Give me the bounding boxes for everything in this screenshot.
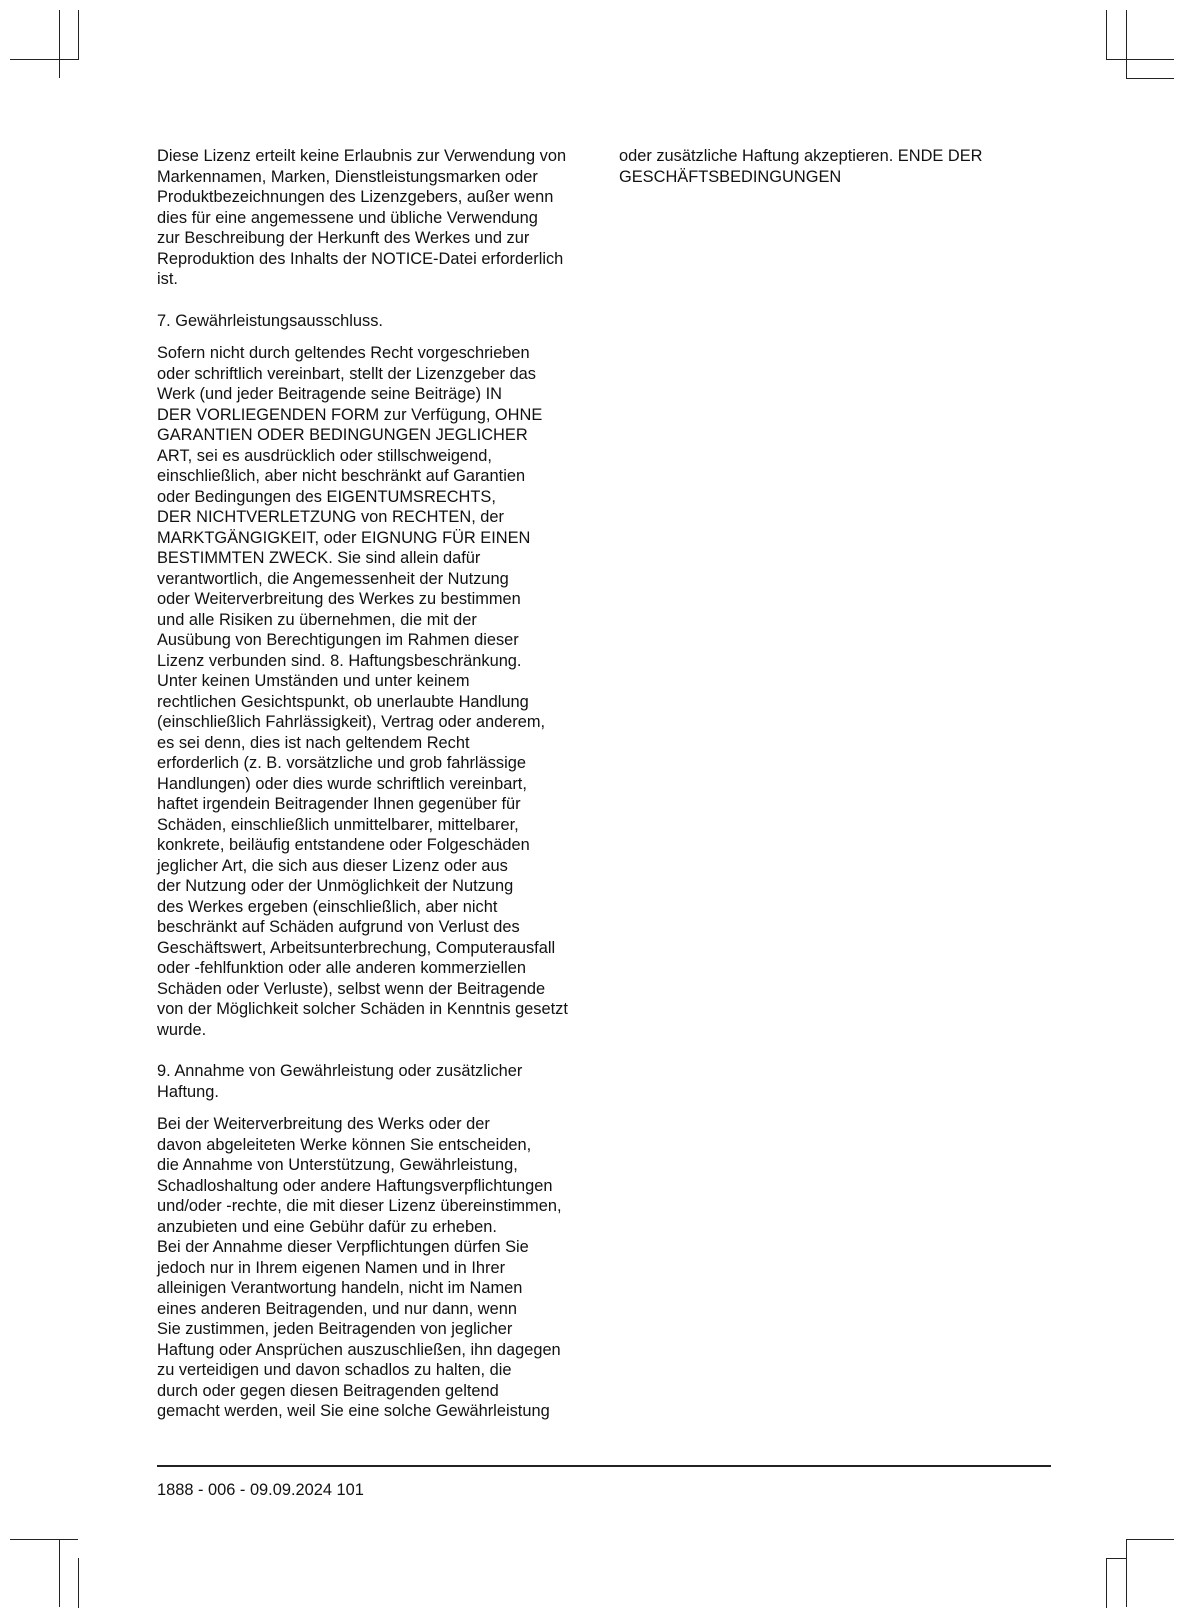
crop-mark-top-left-vertical [59,10,60,78]
crop-mark-top-right-vertical [1106,10,1107,60]
crop-mark-top-left-vertical-inner [78,10,79,60]
crop-mark-bottom-right-vertical [1126,1539,1127,1607]
paragraph-trademarks: Diese Lizenz erteilt keine Erlaubnis zur Verwendung von Markennamen, Marken, Dienstleistungsmarken oder Produktbezeichnungen des Lizenzgebers, außer wenn dies für eine angemessene und übliche Verwendung zur Beschreibung der Herkunft des Werkes und zur Reproduktion des Inhalts der NOTICE-Datei erforderlich ist. [157,147,567,288]
crop-mark-bottom-left-horizontal [10,1539,78,1540]
heading-section-9: 9. Annahme von Gewährleistung oder zusätzlicher Haftung. [157,1062,523,1101]
crop-mark-bottom-right-vertical-inner [1106,1558,1107,1608]
footer-rule [157,1465,1051,1467]
paragraph-section-9-continued: oder zusätzliche Haftung akzeptieren. ENDE DER GESCHÄFTSBEDINGUNGEN [619,147,983,186]
left-column [157,146,597,1422]
footer-page-info: 1888 - 006 - 09.09.2024 101 [157,1481,364,1499]
crop-mark-top-right-horizontal-inner [1126,78,1174,79]
heading-section-7: 7. Gewährleistungsausschluss. [157,311,383,330]
crop-mark-bottom-left-vertical-inner [78,1558,79,1608]
paragraph-section-7-8: Sofern nicht durch geltendes Recht vorgeschrieben oder schriftlich vereinbart, stellt der Lizenzgeber das Werk (und jeder Beitragende seine Beiträge) IN DER VORLIEGENDEN FORM zur Verfügung, OHNE GARANTIEN ODER BEDINGUNGEN JEGLICHER ART, sei es ausdrücklich oder stillschweigend, einschließlich, aber nicht beschränkt auf Garantien oder Bedingungen des EIGENTUMSRECHTS, DER NICHTVERLETZUNG von RECHTEN, der MARKTGÄNGIGKEIT, oder EIGNUNG FÜR EINEN BESTIMMTEN ZWECK. Sie sind allein dafür verantwortlich, die Angemessenheit der Nutzung oder Weiterverbreitung des Werkes zu bestimmen und alle Risiken zu übernehmen, die mit der Ausübung von Berechtigungen im Rahmen dieser Lizenz verbunden sind. 8. Haftungsbeschränkung. Unter keinen Umständen und unter keinem rechtlichen Gesichtspunkt, ob unerlaubte Handlung (einschließlich Fahrlässigkeit), Vertrag oder anderem, es sei denn, dies ist nach geltendem Recht erforderlich (z. B. vorsätzliche und grob fahrlässige Handlungen) oder dies wurde schriftlich vereinbart, haftet irgendein Beitragender Ihnen gegenüber für Schäden, einschließlich unmittelbarer, mittelbarer, konkrete, beiläufig entstandene oder Folgeschäden jeglicher Art, die sich aus dieser Lizenz oder aus der Nutzung oder der Unmöglichkeit der Nutzung des Werkes ergeben (einschließlich, aber nicht beschränkt auf Schäden aufgrund von Verlust des Geschäftswert, Arbeitsunterbrechung, Computerausfall oder -fehlfunktion oder alle anderen kommerziellen Schäden oder Verluste), selbst wenn der Beitragende von der Möglichkeit solcher Schäden in Kenntnis gesetzt wurde. [157,344,568,1039]
crop-mark-bottom-right-horizontal [1126,1539,1174,1540]
crop-mark-top-right-vertical-inner [1126,10,1127,78]
crop-mark-top-left-horizontal [10,59,78,60]
crop-mark-top-right-horizontal [1106,59,1174,60]
right-column [619,146,1039,187]
crop-mark-bottom-left-vertical [59,1539,60,1607]
crop-mark-bottom-right-horizontal-inner [1106,1558,1126,1559]
paragraph-section-9: Bei der Weiterverbreitung des Werks oder der davon abgeleiteten Werke können Sie entscheiden, die Annahme von Unterstützung, Gewährleistung, Schadloshaltung oder andere Haftungsverpflichtungen und/oder -rechte, die mit dieser Lizenz übereinstimmen, anzubieten und eine Gebühr dafür zu erheben. Bei der Annahme dieser Verpflichtungen dürfen Sie jedoch nur in Ihrem eigenen Namen und in Ihrer alleinigen Verantwortung handeln, nicht im Namen eines anderen Beitragenden, und nur dann, wenn Sie zustimmen, jeden Beitragenden von jeglicher Haftung oder Ansprüchen auszuschließen, ihn dagegen zu verteidigen und davon schadlos zu halten, die durch oder gegen diesen Beitragenden geltend gemacht werden, weil Sie eine solche Gewährleistung [157,1115,562,1420]
